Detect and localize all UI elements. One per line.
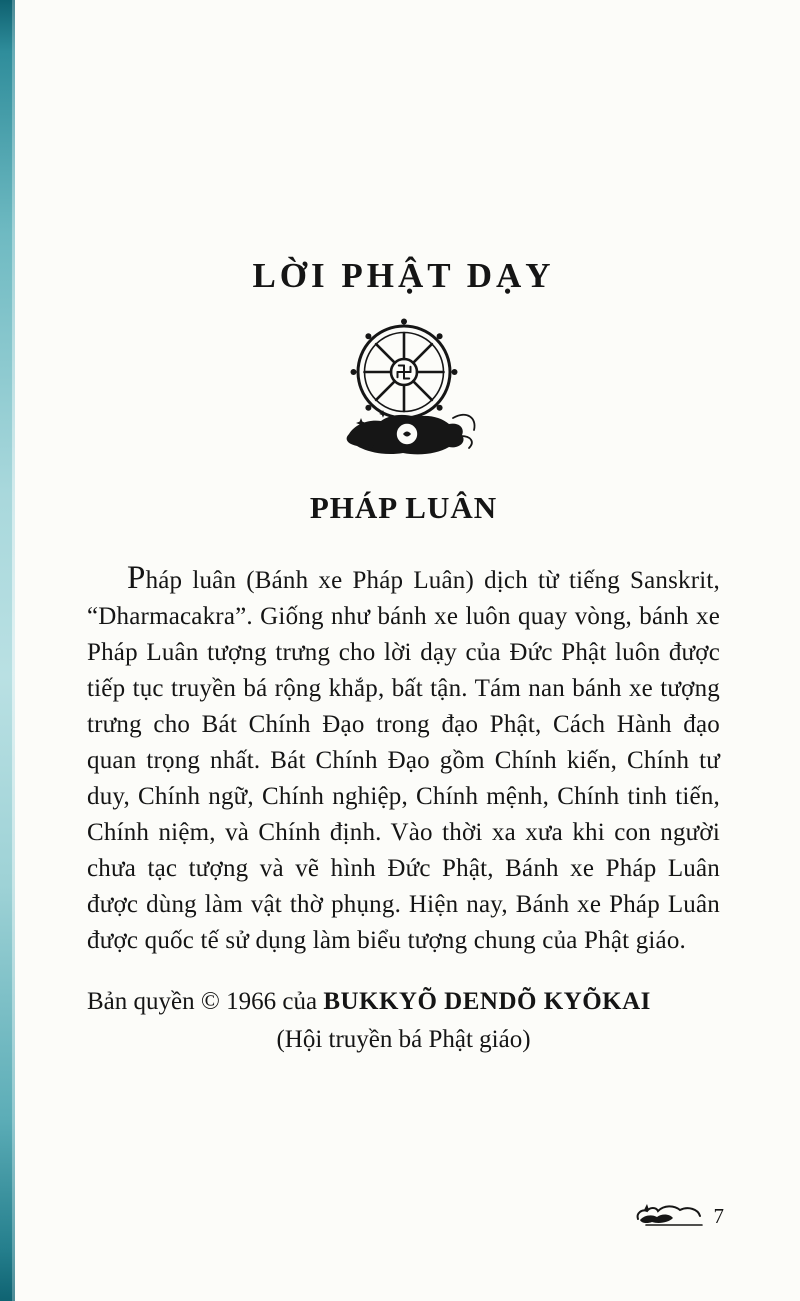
copyright-holder: BUKKYÕ DENDÕ KYÕKAI xyxy=(323,988,651,1015)
page-title: LỜI PHẬT DẠY xyxy=(252,256,555,295)
paragraph-text: háp luân (Bánh xe Pháp Luân) dịch từ tiếng Sanskrit, “Dharmacakra”. Giống như bánh xe luôn quay vòng, bánh xe Pháp Luân tượng trưng cho lời dạy của Đức Phật luôn được tiếp tục truyền bá rộng khắp, bất tận. Tám nan bánh xe tượng trưng cho Bát Chính Đạo trong đạo Phật, Cách Hành đạo quan trọng nhất. Bát Chính Đạo gồm Chính kiến, Chính tư duy, Chính ngữ, Chính nghiệp, Chính mệnh, Chính tinh tiến, Chính niệm, và Chính định. Vào thời xa xưa khi con người chưa tạc tượng và vẽ hình Đức Phật, Bánh xe Pháp Luân được dùng làm vật thờ phụng. Hiện nay, Bánh xe Pháp Luân được quốc tế sử dụng làm biểu tượng chung của Phật giáo. xyxy=(87,567,720,954)
copyright-line xyxy=(87,985,720,1019)
copyright-prefix: Bản quyền © 1966 của xyxy=(87,988,324,1015)
page-content xyxy=(87,0,720,1057)
section-heading: PHÁP LUÂN xyxy=(309,490,498,525)
page-edge-gradient xyxy=(0,0,15,1301)
flourish-bird-ornament-icon xyxy=(630,1199,708,1229)
page-footer xyxy=(630,1199,725,1229)
body-paragraph xyxy=(87,562,720,959)
dharma-wheel-icon xyxy=(319,318,489,466)
paragraph-initial-letter: P xyxy=(127,560,146,596)
copyright-subtitle: (Hội truyền bá Phật giáo) xyxy=(276,1026,531,1053)
page-number: 7 xyxy=(713,1204,724,1228)
